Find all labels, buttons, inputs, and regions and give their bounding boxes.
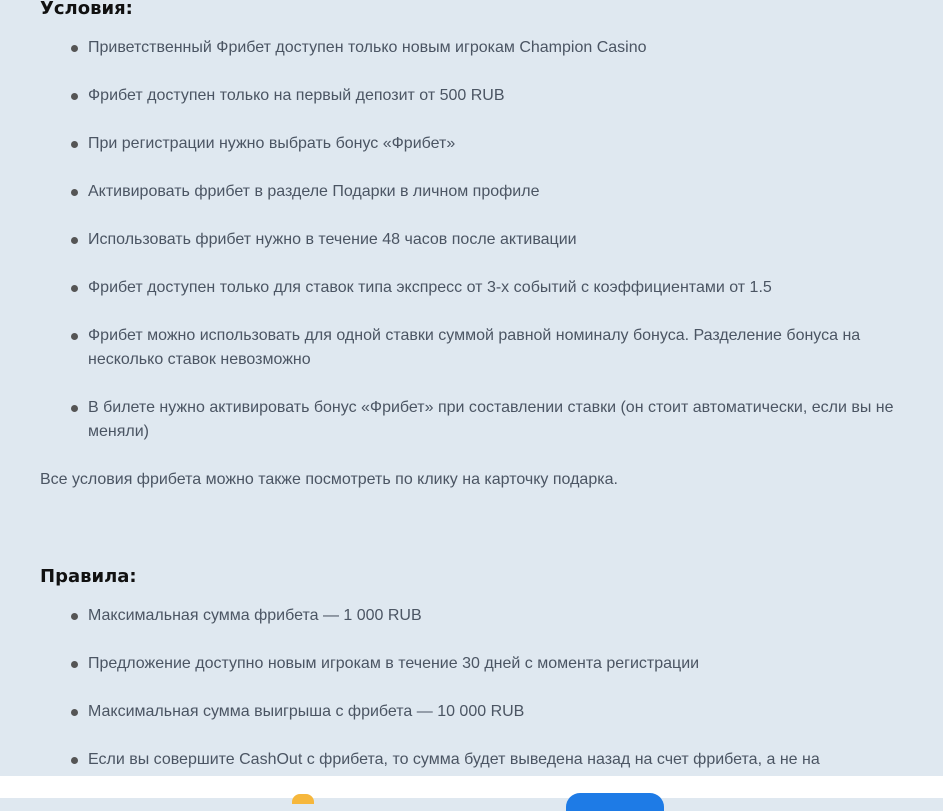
list-item <box>40 748 910 772</box>
list-item <box>40 180 910 204</box>
rules-title: Правила: <box>40 566 137 587</box>
list-item-text: Предложение доступно новым игрокам в течение 30 дней с момента регистрации <box>88 655 700 672</box>
list-item <box>40 700 910 724</box>
list-item-text: В билете нужно активировать бонус «Фрибет» при составлении ставки (он стоит автоматически, если вы не меняли) <box>88 399 894 440</box>
bullet-icon <box>71 237 78 244</box>
bullet-icon <box>71 93 78 100</box>
list-item-text: Фрибет доступен только на первый депозит от 500 RUB <box>88 87 505 104</box>
bullet-icon <box>71 661 78 668</box>
list-item <box>40 132 910 156</box>
bullet-icon <box>71 757 78 764</box>
conditions-list <box>40 36 910 444</box>
list-item <box>40 324 910 372</box>
list-item-text: Фрибет доступен только для ставок типа экспресс от 3-х событий с коэффициентами от 1.5 <box>88 279 772 296</box>
rules-list <box>40 604 910 772</box>
conditions-note: Все условия фрибета можно также посмотреть по клику на карточку подарка. <box>40 471 618 488</box>
list-item <box>40 652 910 676</box>
bullet-icon <box>71 333 78 340</box>
list-item-text: Фрибет можно использовать для одной ставки суммой равной номиналу бонуса. Разделение бонуса на несколько ставок невозможно <box>88 327 861 368</box>
list-item-text: Если вы совершите CashOut с фрибета, то сумма будет выведена назад на счет фрибета, а не на <box>88 751 820 768</box>
bullet-icon <box>71 189 78 196</box>
list-item <box>40 228 910 252</box>
list-item <box>40 604 910 628</box>
bullet-icon <box>71 709 78 716</box>
list-item-text: При регистрации нужно выбрать бонус «Фрибет» <box>88 135 456 152</box>
list-item <box>40 396 910 444</box>
list-item-text: Приветственный Фрибет доступен только новым игрокам Champion Casino <box>88 39 647 56</box>
logo-icon[interactable] <box>292 794 314 804</box>
list-item-text: Использовать фрибет нужно в течение 48 часов после активации <box>88 231 577 248</box>
list-item <box>40 36 910 60</box>
list-item-text: Активировать фрибет в разделе Подарки в личном профиле <box>88 183 540 200</box>
bullet-icon <box>71 285 78 292</box>
bullet-icon <box>71 405 78 412</box>
bullet-icon <box>71 45 78 52</box>
conditions-title: Условия: <box>40 0 133 19</box>
primary-button[interactable] <box>566 793 664 811</box>
list-item-text: Максимальная сумма выигрыша с фрибета — 10 000 RUB <box>88 703 525 720</box>
bullet-icon <box>71 613 78 620</box>
list-item <box>40 84 910 108</box>
list-item <box>40 276 910 300</box>
list-item-text: Максимальная сумма фрибета — 1 000 RUB <box>88 607 422 624</box>
bottom-bar <box>0 776 943 798</box>
bullet-icon <box>71 141 78 148</box>
